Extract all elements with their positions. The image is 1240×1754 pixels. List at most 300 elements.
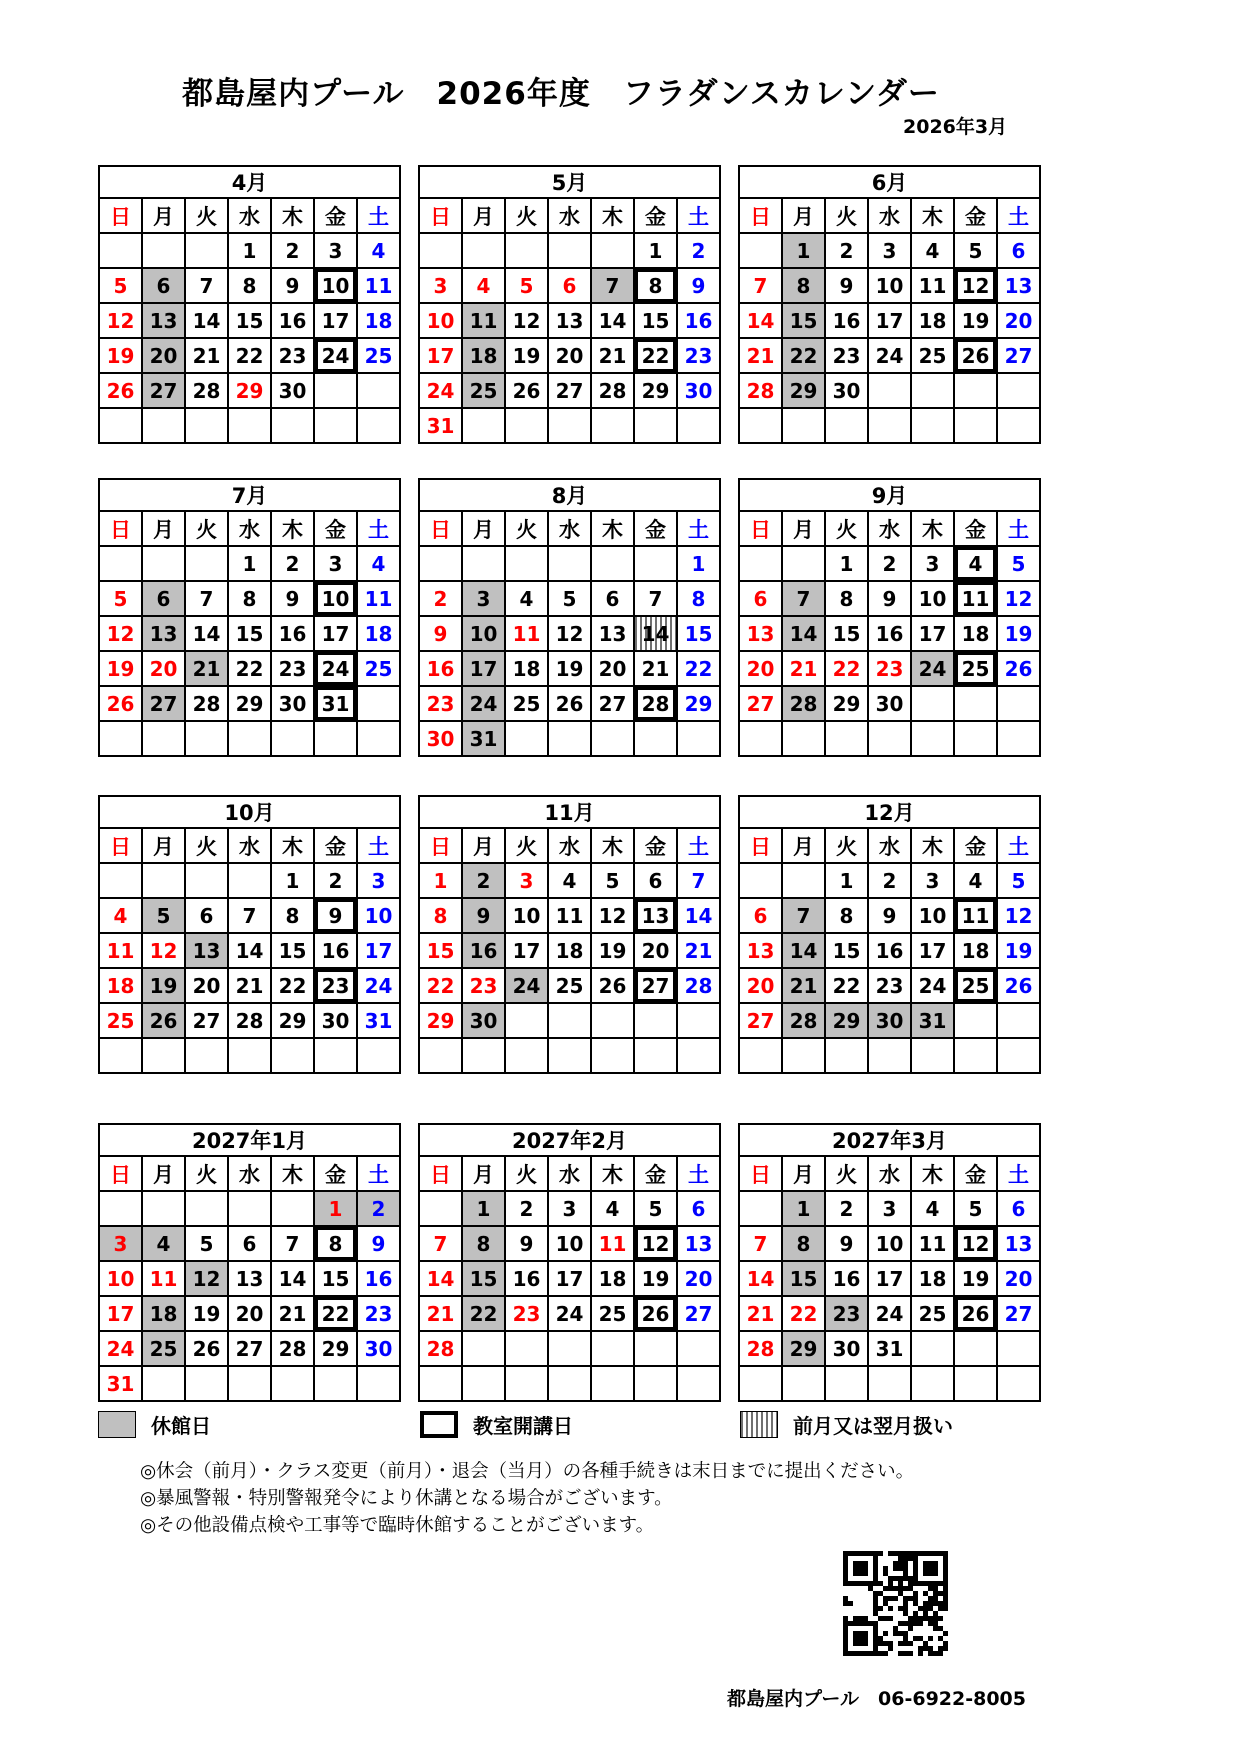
day-cell	[997, 1003, 1040, 1038]
day-cell: 9	[314, 898, 357, 933]
day-cell: 8	[782, 1226, 825, 1261]
day-cell: 11	[357, 581, 400, 616]
day-cell: 19	[634, 1261, 677, 1296]
day-header: 日	[419, 1156, 462, 1191]
day-cell: 9	[419, 616, 462, 651]
day-cell	[419, 1366, 462, 1401]
day-cell	[782, 721, 825, 756]
month-title: 10月	[99, 796, 400, 828]
day-cell: 1	[462, 1191, 505, 1226]
day-cell: 13	[548, 303, 591, 338]
day-cell	[634, 721, 677, 756]
day-cell: 25	[505, 686, 548, 721]
day-cell: 11	[462, 303, 505, 338]
day-cell: 6	[228, 1226, 271, 1261]
day-cell	[357, 408, 400, 443]
day-cell: 17	[868, 1261, 911, 1296]
day-cell: 18	[954, 616, 997, 651]
day-cell: 29	[228, 373, 271, 408]
day-header: 木	[271, 198, 314, 233]
day-cell	[505, 408, 548, 443]
day-cell: 14	[185, 303, 228, 338]
day-cell: 28	[739, 373, 782, 408]
day-cell: 2	[868, 863, 911, 898]
day-cell: 6	[997, 1191, 1040, 1226]
day-cell	[591, 1366, 634, 1401]
day-cell: 16	[462, 933, 505, 968]
day-cell	[228, 863, 271, 898]
day-header: 日	[419, 828, 462, 863]
day-cell: 13	[185, 933, 228, 968]
month-title: 2027年1月	[99, 1124, 400, 1156]
day-cell: 13	[591, 616, 634, 651]
day-cell: 28	[634, 686, 677, 721]
day-cell	[419, 1038, 462, 1073]
day-header: 金	[634, 511, 677, 546]
day-cell: 18	[462, 338, 505, 373]
day-header: 水	[868, 198, 911, 233]
day-header: 土	[997, 828, 1040, 863]
month-calendar	[98, 478, 401, 757]
day-cell: 19	[997, 616, 1040, 651]
day-cell	[591, 408, 634, 443]
day-cell: 29	[314, 1331, 357, 1366]
day-cell: 21	[739, 338, 782, 373]
day-header: 日	[419, 198, 462, 233]
day-cell: 12	[99, 303, 142, 338]
day-cell	[185, 408, 228, 443]
day-cell: 16	[357, 1261, 400, 1296]
day-cell: 12	[142, 933, 185, 968]
day-cell	[185, 233, 228, 268]
day-cell: 5	[997, 546, 1040, 581]
day-cell	[591, 721, 634, 756]
day-cell	[739, 408, 782, 443]
day-cell	[228, 1038, 271, 1073]
day-cell: 24	[548, 1296, 591, 1331]
issue-date: 2026年3月	[903, 116, 1008, 138]
closed-day-swatch-icon	[98, 1411, 136, 1438]
day-cell: 28	[271, 1331, 314, 1366]
day-cell	[548, 1331, 591, 1366]
day-cell: 10	[868, 1226, 911, 1261]
day-cell	[185, 1038, 228, 1073]
qr-code-icon	[843, 1551, 948, 1656]
day-cell: 7	[782, 898, 825, 933]
day-header: 水	[868, 828, 911, 863]
day-cell: 2	[825, 233, 868, 268]
class-day-swatch-icon	[420, 1411, 458, 1438]
day-cell: 1	[825, 863, 868, 898]
day-cell: 3	[314, 546, 357, 581]
day-cell	[954, 686, 997, 721]
legend-closed-label: 休館日	[151, 1414, 211, 1438]
day-cell: 25	[954, 651, 997, 686]
day-cell: 23	[825, 1296, 868, 1331]
day-cell: 31	[99, 1366, 142, 1401]
day-cell	[99, 233, 142, 268]
day-cell	[954, 1003, 997, 1038]
day-cell: 20	[591, 651, 634, 686]
day-cell: 9	[868, 581, 911, 616]
day-cell: 19	[185, 1296, 228, 1331]
day-cell	[271, 721, 314, 756]
day-cell: 15	[634, 303, 677, 338]
day-cell: 26	[954, 1296, 997, 1331]
day-cell: 8	[825, 581, 868, 616]
day-header: 水	[868, 511, 911, 546]
day-cell	[548, 1366, 591, 1401]
day-cell	[677, 1331, 720, 1366]
day-cell	[591, 233, 634, 268]
day-cell: 27	[548, 373, 591, 408]
day-cell: 4	[357, 546, 400, 581]
day-cell: 5	[954, 233, 997, 268]
day-cell	[591, 1038, 634, 1073]
day-cell: 3	[911, 546, 954, 581]
day-cell: 13	[739, 933, 782, 968]
day-cell: 27	[591, 686, 634, 721]
day-cell: 12	[997, 898, 1040, 933]
day-header: 金	[954, 828, 997, 863]
day-cell: 13	[228, 1261, 271, 1296]
day-cell: 23	[271, 651, 314, 686]
day-cell: 26	[185, 1331, 228, 1366]
day-cell: 21	[739, 1296, 782, 1331]
day-cell: 4	[911, 233, 954, 268]
day-header: 火	[505, 828, 548, 863]
day-cell: 23	[868, 651, 911, 686]
month-calendar	[98, 165, 401, 444]
day-cell: 16	[825, 303, 868, 338]
day-cell: 2	[271, 546, 314, 581]
day-cell	[185, 1366, 228, 1401]
day-cell	[357, 721, 400, 756]
day-cell: 7	[634, 581, 677, 616]
day-header: 水	[548, 1156, 591, 1191]
day-cell: 23	[825, 338, 868, 373]
day-cell: 13	[997, 268, 1040, 303]
day-cell: 12	[634, 1226, 677, 1261]
legend-adjacent	[740, 1410, 953, 1439]
day-header: 日	[739, 1156, 782, 1191]
day-header: 土	[677, 198, 720, 233]
day-cell: 4	[911, 1191, 954, 1226]
day-cell: 10	[99, 1261, 142, 1296]
day-cell: 7	[228, 898, 271, 933]
day-cell: 27	[185, 1003, 228, 1038]
day-cell: 7	[271, 1226, 314, 1261]
day-cell: 24	[314, 651, 357, 686]
day-header: 月	[142, 198, 185, 233]
day-cell	[357, 1038, 400, 1073]
day-header: 日	[419, 511, 462, 546]
day-header: 水	[228, 511, 271, 546]
day-cell: 7	[739, 1226, 782, 1261]
day-cell: 6	[142, 581, 185, 616]
day-cell: 20	[228, 1296, 271, 1331]
day-cell	[634, 1038, 677, 1073]
day-cell: 18	[357, 616, 400, 651]
day-cell	[911, 721, 954, 756]
day-cell: 9	[357, 1226, 400, 1261]
day-cell	[462, 1366, 505, 1401]
day-cell: 17	[99, 1296, 142, 1331]
day-cell	[314, 1366, 357, 1401]
day-cell: 19	[505, 338, 548, 373]
day-cell: 27	[634, 968, 677, 1003]
day-cell	[99, 546, 142, 581]
day-cell: 26	[505, 373, 548, 408]
day-cell: 1	[677, 546, 720, 581]
day-cell: 18	[591, 1261, 634, 1296]
day-cell: 29	[782, 1331, 825, 1366]
day-cell: 16	[868, 933, 911, 968]
day-header: 水	[228, 198, 271, 233]
day-cell	[739, 233, 782, 268]
day-cell: 5	[997, 863, 1040, 898]
day-cell: 9	[271, 581, 314, 616]
day-cell: 17	[462, 651, 505, 686]
legend-class	[420, 1410, 573, 1439]
day-cell: 12	[954, 1226, 997, 1261]
day-header: 木	[591, 1156, 634, 1191]
day-header: 火	[505, 511, 548, 546]
day-cell: 9	[462, 898, 505, 933]
day-cell: 22	[634, 338, 677, 373]
day-cell: 23	[462, 968, 505, 1003]
day-cell	[462, 1331, 505, 1366]
day-cell	[911, 408, 954, 443]
day-cell	[142, 233, 185, 268]
day-cell: 4	[357, 233, 400, 268]
day-cell: 30	[357, 1331, 400, 1366]
day-cell: 6	[185, 898, 228, 933]
day-cell	[548, 408, 591, 443]
day-cell: 15	[228, 616, 271, 651]
day-cell	[142, 408, 185, 443]
day-cell	[142, 1038, 185, 1073]
day-cell: 11	[911, 1226, 954, 1261]
day-cell: 28	[228, 1003, 271, 1038]
day-cell: 23	[868, 968, 911, 1003]
day-cell	[825, 1366, 868, 1401]
day-cell: 21	[634, 651, 677, 686]
day-cell: 15	[677, 616, 720, 651]
day-cell	[548, 1038, 591, 1073]
day-cell: 4	[462, 268, 505, 303]
day-cell	[271, 1038, 314, 1073]
day-cell	[142, 1191, 185, 1226]
day-cell: 26	[591, 968, 634, 1003]
day-cell: 14	[634, 616, 677, 651]
day-cell: 2	[314, 863, 357, 898]
day-cell	[997, 721, 1040, 756]
day-cell: 15	[825, 933, 868, 968]
day-cell: 25	[357, 338, 400, 373]
day-cell	[142, 721, 185, 756]
day-cell: 18	[99, 968, 142, 1003]
day-cell: 27	[997, 338, 1040, 373]
day-cell	[739, 1038, 782, 1073]
day-cell: 22	[462, 1296, 505, 1331]
day-header: 月	[462, 198, 505, 233]
day-header: 水	[868, 1156, 911, 1191]
day-cell: 7	[419, 1226, 462, 1261]
day-cell	[419, 233, 462, 268]
day-cell: 2	[419, 581, 462, 616]
day-cell: 1	[419, 863, 462, 898]
day-cell: 3	[314, 233, 357, 268]
day-cell: 29	[228, 686, 271, 721]
day-cell: 24	[911, 968, 954, 1003]
day-cell: 9	[271, 268, 314, 303]
day-cell: 19	[997, 933, 1040, 968]
day-cell: 27	[677, 1296, 720, 1331]
day-header: 木	[271, 828, 314, 863]
day-cell: 3	[357, 863, 400, 898]
day-cell: 10	[548, 1226, 591, 1261]
day-cell: 4	[954, 546, 997, 581]
day-cell: 5	[591, 863, 634, 898]
day-cell: 2	[505, 1191, 548, 1226]
day-cell: 10	[911, 581, 954, 616]
day-cell: 31	[419, 408, 462, 443]
day-cell	[868, 373, 911, 408]
day-header: 金	[314, 198, 357, 233]
day-cell: 30	[271, 373, 314, 408]
day-cell: 31	[357, 1003, 400, 1038]
day-cell: 24	[314, 338, 357, 373]
day-cell	[782, 408, 825, 443]
day-cell: 12	[548, 616, 591, 651]
day-cell: 4	[99, 898, 142, 933]
day-header: 月	[462, 511, 505, 546]
day-cell: 1	[271, 863, 314, 898]
footer-contact: 都島屋内プール 06-6922-8005	[726, 1688, 1026, 1710]
day-cell: 1	[228, 546, 271, 581]
day-cell: 15	[314, 1261, 357, 1296]
day-header: 水	[548, 198, 591, 233]
day-cell: 9	[868, 898, 911, 933]
day-cell	[634, 408, 677, 443]
day-cell: 18	[954, 933, 997, 968]
note-line: ◎その他設備点検や工事等で臨時休館することがございます。	[140, 1515, 655, 1536]
day-header: 金	[314, 1156, 357, 1191]
day-header: 木	[591, 511, 634, 546]
day-header: 日	[99, 511, 142, 546]
day-cell: 20	[185, 968, 228, 1003]
day-header: 月	[142, 1156, 185, 1191]
day-cell: 17	[419, 338, 462, 373]
day-cell: 2	[271, 233, 314, 268]
day-cell	[357, 686, 400, 721]
day-cell: 13	[677, 1226, 720, 1261]
day-header: 木	[591, 828, 634, 863]
day-cell: 25	[548, 968, 591, 1003]
day-cell: 19	[142, 968, 185, 1003]
day-cell	[677, 721, 720, 756]
day-cell	[185, 1191, 228, 1226]
day-cell: 27	[142, 686, 185, 721]
day-cell: 19	[954, 1261, 997, 1296]
day-cell: 4	[142, 1226, 185, 1261]
day-cell: 15	[462, 1261, 505, 1296]
day-cell: 26	[997, 651, 1040, 686]
day-cell	[634, 1366, 677, 1401]
day-cell: 2	[868, 546, 911, 581]
day-cell: 29	[782, 373, 825, 408]
day-cell: 31	[314, 686, 357, 721]
day-cell: 28	[185, 373, 228, 408]
day-cell: 25	[99, 1003, 142, 1038]
day-cell	[782, 1038, 825, 1073]
day-cell: 29	[677, 686, 720, 721]
day-cell	[185, 863, 228, 898]
adjacent-month-swatch-icon	[740, 1411, 778, 1438]
day-cell: 25	[591, 1296, 634, 1331]
day-cell: 20	[142, 338, 185, 373]
day-cell	[782, 863, 825, 898]
day-cell	[505, 1366, 548, 1401]
day-cell: 17	[868, 303, 911, 338]
day-cell: 4	[505, 581, 548, 616]
day-cell	[954, 1331, 997, 1366]
day-cell	[142, 1366, 185, 1401]
day-cell: 17	[314, 616, 357, 651]
day-cell: 30	[462, 1003, 505, 1038]
day-cell	[954, 373, 997, 408]
day-cell: 1	[782, 233, 825, 268]
day-cell	[142, 546, 185, 581]
day-cell: 29	[825, 686, 868, 721]
day-cell: 7	[677, 863, 720, 898]
day-cell: 14	[228, 933, 271, 968]
day-cell: 20	[548, 338, 591, 373]
day-cell	[314, 408, 357, 443]
month-calendar	[738, 478, 1041, 757]
day-cell: 28	[782, 686, 825, 721]
day-cell	[911, 1038, 954, 1073]
day-cell: 24	[505, 968, 548, 1003]
day-cell: 14	[185, 616, 228, 651]
day-cell: 3	[505, 863, 548, 898]
day-cell: 11	[142, 1261, 185, 1296]
day-cell: 25	[911, 1296, 954, 1331]
day-cell: 10	[314, 581, 357, 616]
day-cell: 22	[271, 968, 314, 1003]
day-cell: 22	[677, 651, 720, 686]
day-cell: 2	[825, 1191, 868, 1226]
day-cell: 28	[739, 1331, 782, 1366]
day-cell	[997, 686, 1040, 721]
day-cell: 8	[271, 898, 314, 933]
day-header: 土	[997, 511, 1040, 546]
day-cell: 17	[314, 303, 357, 338]
day-cell	[99, 408, 142, 443]
day-cell: 3	[868, 233, 911, 268]
day-cell: 12	[99, 616, 142, 651]
day-header: 木	[911, 1156, 954, 1191]
day-cell	[357, 1366, 400, 1401]
day-header: 月	[142, 828, 185, 863]
day-cell: 12	[954, 268, 997, 303]
day-cell: 19	[591, 933, 634, 968]
day-cell	[99, 863, 142, 898]
day-header: 火	[185, 198, 228, 233]
day-cell	[739, 1366, 782, 1401]
day-cell: 6	[634, 863, 677, 898]
